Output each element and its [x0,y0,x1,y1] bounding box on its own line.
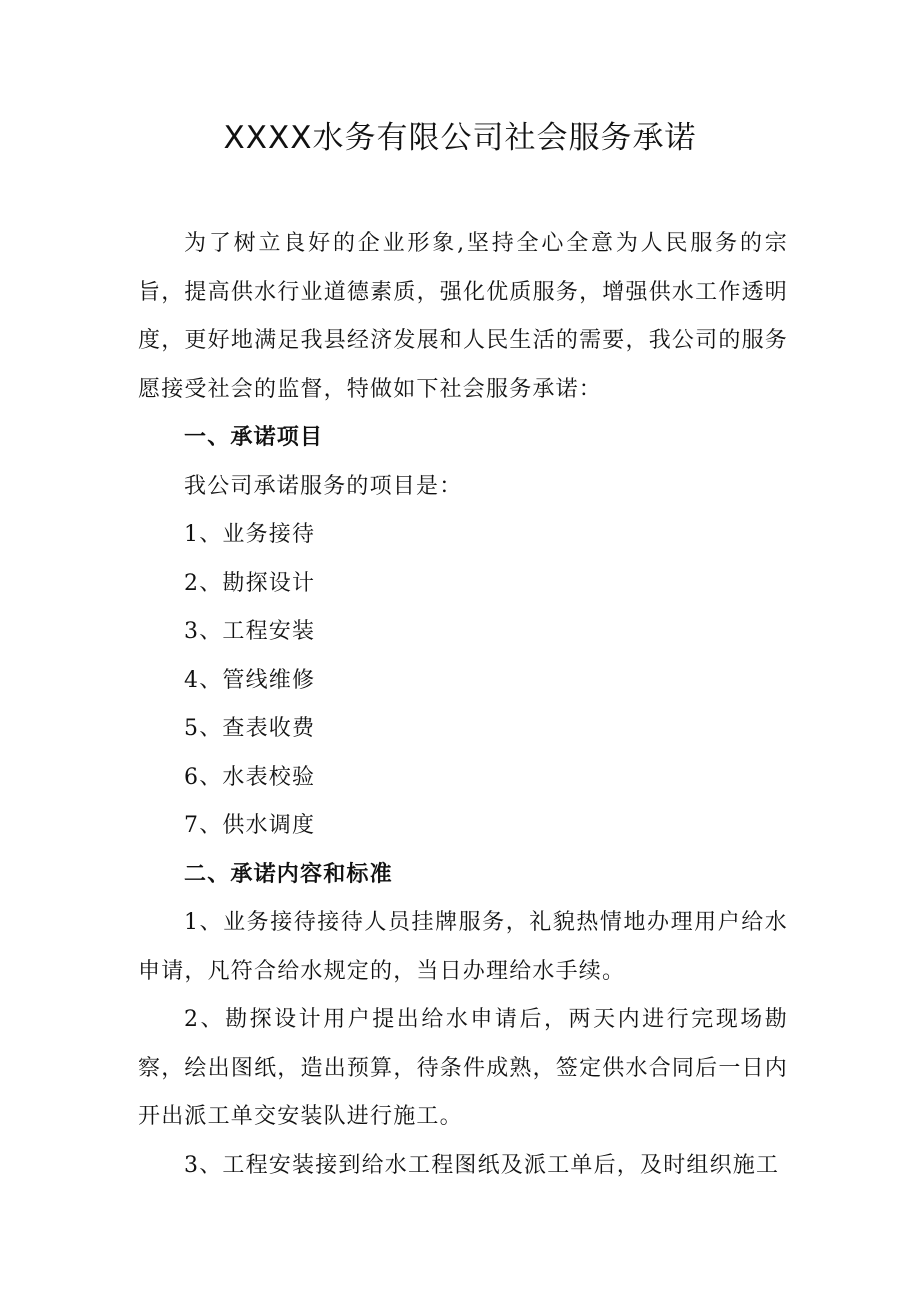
list-item: 3、工程安装 [184,619,316,644]
section-heading-commitment-items: 一、承诺项目 [184,425,324,450]
content-paragraph: 2、勘探设计用户提出给水申请后，两天内进行完现场勘察，绘出图纸，造出预算，待条件成熟，签定供水合同后一日内开出派工单交安装队进行施工。 [138,1007,788,1129]
list-item: 4、管线维修 [184,667,316,693]
list-item: 6、水表校验 [184,764,316,790]
list-item: 2、勘探设计 [184,570,316,596]
section-heading-commitment-content: 二、承诺内容和标准 [184,861,393,887]
list-item: 5、查表收费 [184,716,316,741]
content-paragraph: 3、工程安装接到给水工程图纸及派工单后，及时组织施工 [184,1152,780,1178]
section-lead: 我公司承诺服务的项目是： [184,473,463,499]
list-item: 1、业务接待 [184,522,316,547]
content-paragraph: 1、业务接待接待人员挂牌服务，礼貌热情地办理用户给水申请，凡符合给水规定的，当日办理给水手续。 [138,910,788,984]
list-item: 7、供水调度 [184,813,316,838]
intro-paragraph: 为了树立良好的企业形象,坚持全心全意为人民服务的宗旨，提高供水行业道德素质，强化优质服务，增强供水工作透明度，更好地满足我县经济发展和人民生活的需要，我公司的服务愿接受社会的监督，特做如下社会服务承诺： [138,231,788,402]
document-body [138,220,788,1190]
document-title: XXXX水务有限公司社会服务承诺 [223,120,697,156]
